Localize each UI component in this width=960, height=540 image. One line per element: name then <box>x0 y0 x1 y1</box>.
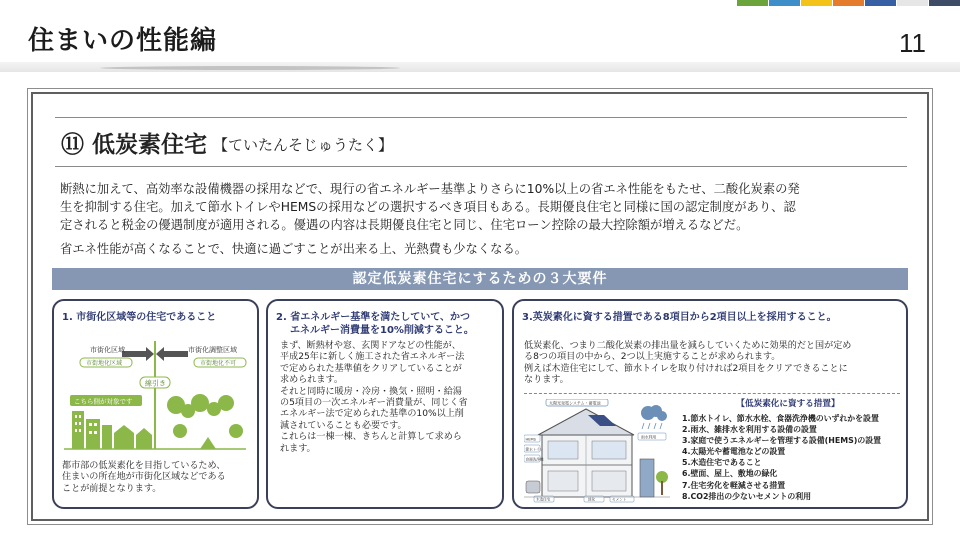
arrow-left-icon <box>156 347 188 361</box>
rural-sub-label: 市街地化不可 <box>200 360 237 367</box>
rain-cloud-icon <box>641 405 667 421</box>
measures-title: 【低炭素化に資する措置】 <box>736 399 840 409</box>
measure-item: 4.太陽光や蓄電池などの設置 <box>682 447 786 457</box>
garden-tree-icon <box>656 471 668 495</box>
toilet-label: 節水トイレ <box>525 447 544 452</box>
section-heading <box>55 117 907 167</box>
card2-line: 平成25年に新しく施工された省エネルギー法 <box>280 352 465 363</box>
card2-title-line: エネルギー消費量を10%削減すること。 <box>290 325 474 336</box>
rain-tank-icon <box>640 459 654 497</box>
card2-title <box>276 311 474 337</box>
requirement-card-3 <box>512 299 908 509</box>
intro-paragraph-2 <box>60 240 912 258</box>
card1-line: 住まいの所在地が市街化区域などである <box>62 472 226 483</box>
page-title: 住まいの性能編 <box>28 26 218 56</box>
card3-text <box>524 341 851 387</box>
card1-line: ことが前提となります。 <box>62 483 162 494</box>
card2-line: で定められた基準値をクリアしていることが <box>280 363 462 374</box>
divider <box>524 393 900 394</box>
system-label: 太陽光発電システム・蓄電池 <box>549 400 601 406</box>
section-number: ⑪ <box>61 131 84 158</box>
card2-line: の5項目の一次エネルギー消費量が、同じく省 <box>280 398 468 409</box>
rain-label: 雨水利用 <box>641 434 657 440</box>
card2-line: 求められます。 <box>280 375 343 386</box>
zoning-illustration <box>60 337 250 455</box>
requirement-card-2 <box>266 299 504 509</box>
target-label: こちら側が対象です <box>74 397 133 406</box>
card2-line: それと同時に暖房・冷房・換気・照明・給湯 <box>280 386 462 397</box>
card3-line: る8つの項目の中から、2つ以上実施することが求められます。 <box>524 352 781 363</box>
card2-text <box>280 341 468 455</box>
house-roof-icon <box>538 409 634 435</box>
card2-line: エネルギー法で定められた基準の10%以上削 <box>280 409 464 420</box>
intro-paragraph-1 <box>60 180 912 234</box>
measure-item: 6.壁面、屋上、敷地の緑化 <box>682 469 778 479</box>
car-icon <box>526 481 540 493</box>
card3-line: 低炭素化、つまり二酸化炭素の排出量を減らしていくために効果的だと国が定め <box>524 341 852 351</box>
card2-title-line: 2. 省エネルギー基準を満たしていて、かつ <box>276 312 471 323</box>
urban-sub-label: 市街地化区域 <box>86 360 123 367</box>
rural-area-label: 市街化調整区域 <box>188 346 237 354</box>
card2-line: 減されていることも必要です。 <box>280 420 407 431</box>
intro-line: 断熱に加えて、高効率な設備機器の採用などで、現行の省エネルギー基準よりさらに10%以上の省エネ性能をもたせ、二酸化炭素の発 <box>60 182 800 196</box>
house-measures-illustration <box>524 399 670 503</box>
green-label: 緑化 <box>588 497 596 502</box>
card3-title: 3.英炭素化に資する措置である8項目から2項目以上を採用すること。 <box>522 312 837 323</box>
measures-box <box>674 397 902 505</box>
card1-title: 1. 市街化区域等の住宅であること <box>62 312 217 323</box>
section-reading: 【ていたんそじゅうたく】 <box>213 135 394 154</box>
intro-line: 生を抑制する住宅。加えて節水トイレやHEMSの採用などの選択するべき項目もある。長期優良住宅と同様に国の認定制度があり、認 <box>60 200 796 214</box>
page-header <box>0 0 960 72</box>
card1-line: 都市部の低炭素化を目指しているため、 <box>62 461 226 471</box>
measure-item: 8.CO2排出の少ないセメントの利用 <box>682 491 812 501</box>
measure-item: 3.家庭で使うエネルギーを管理する設備(HEMS)の設置 <box>682 436 882 446</box>
dish-label: 食器洗浄機 <box>525 457 544 462</box>
measure-item: 2.雨水、雑排水を利用する設備の設置 <box>682 425 817 435</box>
hems-label: HEMS <box>525 437 536 442</box>
urban-buildings-icon <box>72 411 152 449</box>
card2-line: まず、断熱材や窓、玄関ドアなどの性能が、 <box>280 341 461 351</box>
wood-label: 木造住宅 <box>536 497 551 502</box>
page-number: 11 <box>899 28 926 58</box>
intro-line: 省エネ性能が高くなることで、快適に過ごすことが出来る上、光熱費も少なくなる。 <box>60 242 528 256</box>
intro-text <box>60 180 912 264</box>
measure-item: 5.木造住宅であること <box>682 458 762 468</box>
requirement-card-1 <box>52 299 259 509</box>
measure-item: 1.節水トイレ、節水水栓、食器洗浄機のいずれかを設置 <box>682 414 879 423</box>
card3-line: 例えば木造住宅にして、節水トイレを取り付ければ2項目をクリアできることに <box>524 363 848 374</box>
section-title: 低炭素住宅 <box>92 131 207 158</box>
card1-text <box>62 461 226 495</box>
cement-label: セメント <box>612 497 627 502</box>
rain-icon <box>642 423 662 429</box>
urban-area-label: 市街化区域 <box>90 346 125 354</box>
card2-line: これらは一棟一棟、きちんと計算して求めら <box>280 432 462 443</box>
trees-icon <box>167 394 243 449</box>
requirements-banner: 認定低炭素住宅にするための３大要件 <box>52 268 908 290</box>
measure-item: 7.住宅劣化を軽減させる措置 <box>682 480 786 490</box>
card3-line: なります。 <box>524 375 569 386</box>
measures-list <box>674 413 902 502</box>
card2-line: れます。 <box>280 443 316 454</box>
header-swoosh <box>100 66 400 70</box>
intro-line: 定されると税金の優遇制度が適用される。優遇の内容は長期優良住宅と同じ、住宅ローン控除の最大控除額が増えるなどだ。 <box>60 218 749 232</box>
boundary-label: 線引き <box>145 379 166 388</box>
